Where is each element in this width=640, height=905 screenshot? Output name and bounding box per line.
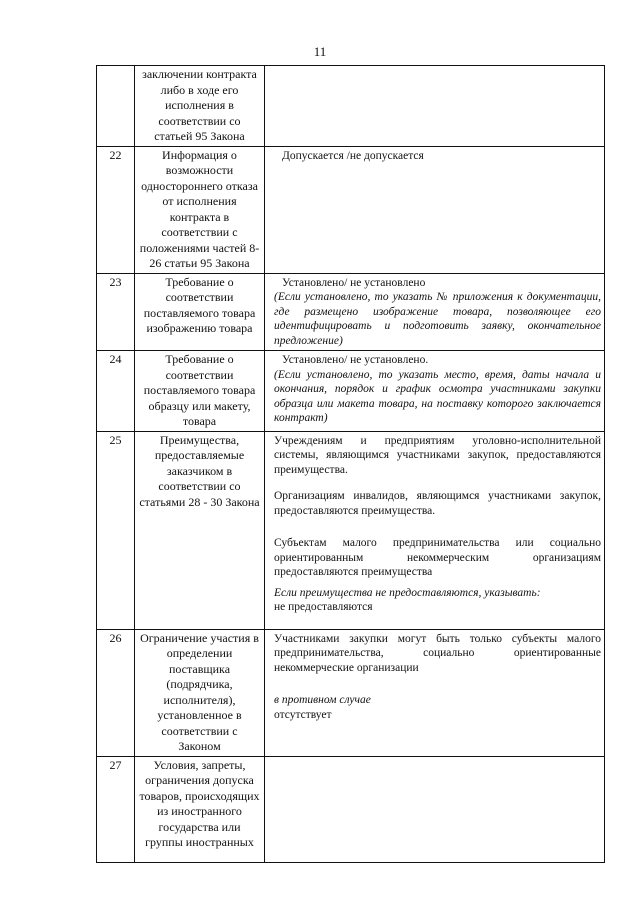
row-value (265, 431, 605, 629)
value-note: (Если установлено, то указать место, время, даты начала и окончания, порядок и график осмотра участниками закупки образца или макета товара, на поставку которого заключается контракт) (274, 368, 601, 424)
value-paragraph: Участниками закупки могут быть только субъекты малого предпринимательства, социально ориентированные некоммерческие организации (274, 632, 601, 674)
value-paragraph: Учреждениям и предприятиям уголовно-исполнительной системы, являющимся участниками закупок, предоставляются преимущества. (274, 434, 601, 476)
row-parameter-name: Требование о соответствии поставляемого товара образцу или макету, товара (135, 351, 265, 432)
row-parameter-name: Условия, запреты, ограничения допуска товаров, происходящих из иностранного государства или группы иностранных (135, 756, 265, 862)
table-row (97, 146, 605, 273)
row-number: 27 (97, 756, 135, 862)
row-number: 26 (97, 629, 135, 756)
row-number: 23 (97, 273, 135, 351)
row-value (265, 351, 605, 432)
row-value (265, 66, 605, 147)
row-parameter-name: Ограничение участия в определении поставщика (подрядчика, исполнителя), установленное в соответствии с Законом (135, 629, 265, 756)
row-parameter-name: Информация о возможности одностороннего отказа от исполнения контракта в соответствии с положениями частей 8-26 статьи 95 Закона (135, 146, 265, 273)
value-paragraph: Организациям инвалидов, являющимся участниками закупок, предоставляются преимущества. (274, 490, 601, 517)
table-row (97, 756, 605, 862)
row-number: 25 (97, 431, 135, 629)
value-note: (Если установлено, то указать № приложения к документации, где размещено изображение товара, позволяющее его идентифицировать и подготовить заявку, окончательное предложение) (274, 291, 601, 347)
row-parameter-name: заключении контракта либо в ходе его исполнения в соответствии со статьей 95 Закона (135, 66, 265, 147)
row-number: 24 (97, 351, 135, 432)
table-row (97, 66, 605, 147)
row-value (265, 146, 605, 273)
value-note: в противном случае (274, 694, 371, 706)
page-number: 11 (313, 44, 327, 59)
value-paragraph: Субъектам малого предпринимательства или социально ориентированным некоммерческим организациям предоставляются преимущества (274, 537, 601, 578)
value-line: Установлено/ не установлено (282, 276, 426, 289)
table-row (97, 431, 605, 629)
row-parameter-name: Требование о соответствии поставляемого товара изображению товара (135, 273, 265, 351)
table-row (97, 629, 605, 756)
row-value (265, 756, 605, 862)
row-value (265, 273, 605, 351)
row-number: 22 (97, 146, 135, 273)
row-value (265, 629, 605, 756)
value-line: Установлено/ не установлено. (282, 354, 429, 366)
value-line: не предоставляются (274, 601, 373, 613)
value-line: отсутствует (274, 708, 332, 721)
procurement-table (96, 65, 605, 863)
value-line: Допускается /не допускается (282, 149, 424, 162)
table-row (97, 273, 605, 351)
value-note: Если преимущества не предоставляются, указывать: (274, 586, 541, 599)
row-number (97, 66, 135, 147)
row-parameter-name: Преимущества, предоставляемые заказчиком в соответствии со статьями 28 - 30 Закона (135, 431, 265, 629)
table-row (97, 351, 605, 432)
